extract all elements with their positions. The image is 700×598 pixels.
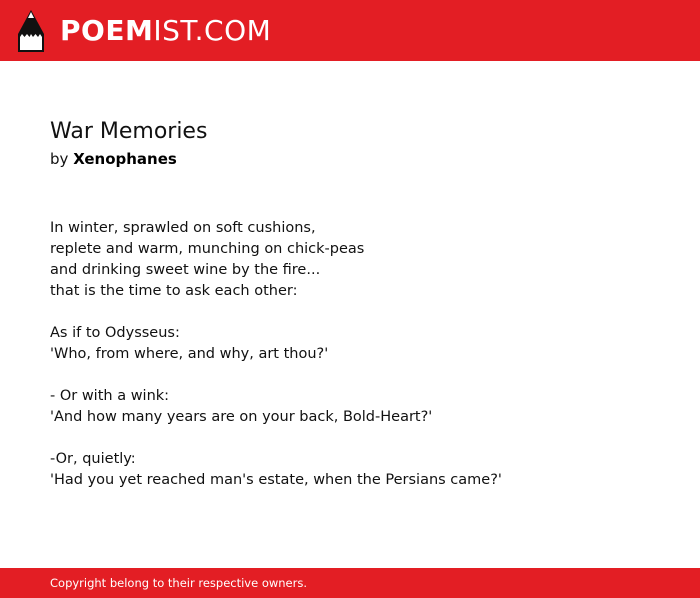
stanza: [50, 218, 502, 302]
poem-line: 'Had you yet reached man's estate, when the Persians came?': [50, 472, 502, 488]
logo-text-bold: POEM: [60, 14, 154, 47]
poem-line: 'And how many years are on your back, Bold-Heart?': [50, 409, 433, 425]
stanza: [50, 323, 502, 365]
poem-line: 'Who, from where, and why, art thou?': [50, 346, 329, 362]
stanza: [50, 449, 502, 491]
poem-line: - Or with a wink:: [50, 388, 170, 404]
logo-wordmark: [60, 10, 271, 52]
site-logo[interactable]: [18, 10, 271, 52]
by-label: by: [50, 150, 69, 168]
poem-line: that is the time to ask each other:: [50, 283, 298, 299]
poem-line: replete and warm, munching on chick-peas: [50, 241, 365, 257]
site-header: [0, 0, 700, 61]
poem-body: [50, 218, 502, 512]
poem-line: and drinking sweet wine by the fire...: [50, 262, 321, 278]
poem-line: In winter, sprawled on soft cushions,: [50, 220, 316, 236]
site-footer: [0, 568, 700, 598]
pencil-icon: [18, 10, 44, 52]
author-link[interactable]: Xenophanes: [73, 150, 177, 168]
copyright-notice: Copyright belong to their respective owners.: [50, 576, 308, 590]
poem-title: War Memories: [50, 119, 208, 144]
poem-line: -Or, quietly:: [50, 451, 136, 467]
logo-text-light: IST.COM: [153, 14, 272, 47]
poem-line: As if to Odysseus:: [50, 325, 180, 341]
stanza: [50, 386, 502, 428]
poem-byline: [50, 149, 177, 169]
